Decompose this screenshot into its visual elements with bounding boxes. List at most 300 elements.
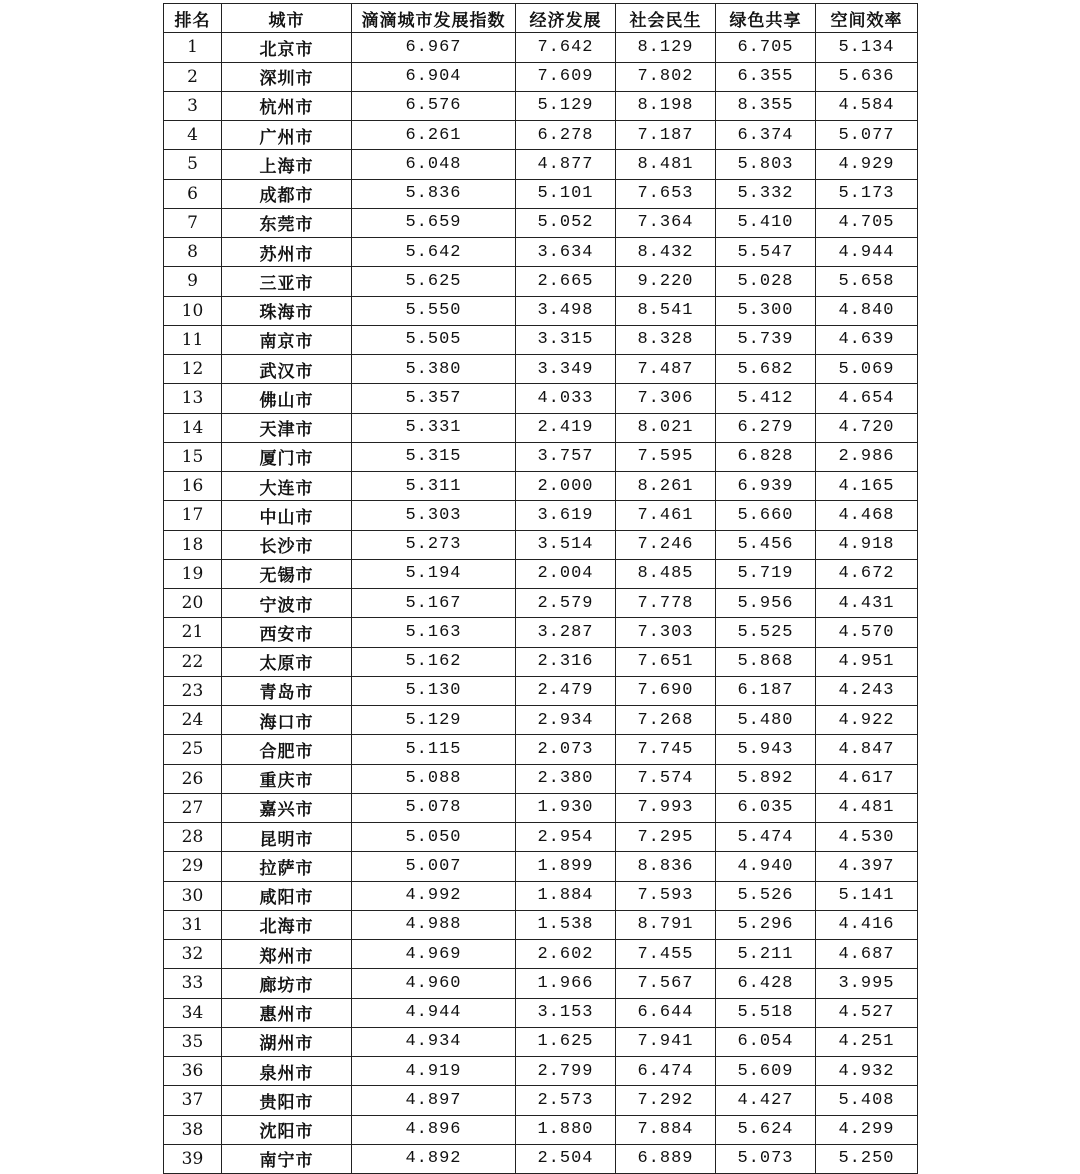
cell-green-sharing: 6.355 (716, 62, 816, 91)
cell-space-efficiency: 4.929 (816, 150, 918, 179)
table-row (164, 1027, 918, 1056)
cell-livelihood: 7.461 (616, 501, 716, 530)
cell-didi-index: 4.896 (352, 1115, 516, 1144)
table-header-row (164, 4, 918, 33)
cell-economy: 1.538 (516, 910, 616, 939)
cell-city: 三亚市 (222, 267, 352, 296)
table-row (164, 998, 918, 1027)
cell-space-efficiency: 5.636 (816, 62, 918, 91)
table-row (164, 325, 918, 354)
cell-city: 厦门市 (222, 442, 352, 471)
cell-didi-index: 4.960 (352, 969, 516, 998)
cell-didi-index: 5.050 (352, 823, 516, 852)
cell-rank: 5 (164, 150, 222, 179)
cell-green-sharing: 6.705 (716, 33, 816, 62)
cell-space-efficiency: 4.922 (816, 706, 918, 735)
cell-rank: 27 (164, 793, 222, 822)
cell-didi-index: 5.311 (352, 472, 516, 501)
table-row (164, 559, 918, 588)
cell-didi-index: 5.505 (352, 325, 516, 354)
cell-green-sharing: 5.547 (716, 238, 816, 267)
cell-rank: 21 (164, 618, 222, 647)
cell-city: 合肥市 (222, 735, 352, 764)
cell-space-efficiency: 4.397 (816, 852, 918, 881)
cell-livelihood: 8.261 (616, 472, 716, 501)
cell-city: 海口市 (222, 706, 352, 735)
cell-livelihood: 8.198 (616, 91, 716, 120)
cell-economy: 1.899 (516, 852, 616, 881)
cell-rank: 7 (164, 208, 222, 237)
cell-economy: 1.880 (516, 1115, 616, 1144)
cell-livelihood: 8.021 (616, 413, 716, 442)
cell-rank: 20 (164, 589, 222, 618)
table-row (164, 238, 918, 267)
cell-economy: 3.287 (516, 618, 616, 647)
cell-economy: 2.479 (516, 676, 616, 705)
cell-didi-index: 4.919 (352, 1057, 516, 1086)
cell-didi-index: 5.115 (352, 735, 516, 764)
cell-rank: 12 (164, 355, 222, 384)
cell-city: 苏州市 (222, 238, 352, 267)
cell-rank: 8 (164, 238, 222, 267)
cell-rank: 15 (164, 442, 222, 471)
table-row (164, 413, 918, 442)
cell-green-sharing: 6.428 (716, 969, 816, 998)
cell-livelihood: 7.303 (616, 618, 716, 647)
cell-livelihood: 7.653 (616, 179, 716, 208)
cell-space-efficiency: 4.918 (816, 530, 918, 559)
cell-green-sharing: 6.828 (716, 442, 816, 471)
cell-city: 青岛市 (222, 676, 352, 705)
cell-rank: 4 (164, 121, 222, 150)
table-row (164, 150, 918, 179)
cell-rank: 24 (164, 706, 222, 735)
cell-space-efficiency: 5.250 (816, 1144, 918, 1173)
cell-space-efficiency: 4.944 (816, 238, 918, 267)
cell-economy: 1.966 (516, 969, 616, 998)
cell-economy: 2.579 (516, 589, 616, 618)
cell-didi-index: 6.261 (352, 121, 516, 150)
cell-livelihood: 7.745 (616, 735, 716, 764)
cell-city: 无锡市 (222, 559, 352, 588)
cell-city: 南宁市 (222, 1144, 352, 1173)
cell-green-sharing: 5.474 (716, 823, 816, 852)
cell-economy: 5.052 (516, 208, 616, 237)
cell-green-sharing: 4.940 (716, 852, 816, 881)
cell-city: 泉州市 (222, 1057, 352, 1086)
cell-economy: 2.573 (516, 1086, 616, 1115)
table-row (164, 706, 918, 735)
cell-city: 佛山市 (222, 384, 352, 413)
cell-city: 广州市 (222, 121, 352, 150)
cell-space-efficiency: 4.705 (816, 208, 918, 237)
cell-didi-index: 4.934 (352, 1027, 516, 1056)
cell-livelihood: 7.292 (616, 1086, 716, 1115)
cell-city: 咸阳市 (222, 881, 352, 910)
cell-didi-index: 5.194 (352, 559, 516, 588)
cell-city: 北京市 (222, 33, 352, 62)
cell-space-efficiency: 5.173 (816, 179, 918, 208)
cell-livelihood: 7.268 (616, 706, 716, 735)
cell-livelihood: 7.593 (616, 881, 716, 910)
cell-space-efficiency: 5.408 (816, 1086, 918, 1115)
cell-green-sharing: 6.187 (716, 676, 816, 705)
table-row (164, 647, 918, 676)
cell-rank: 32 (164, 940, 222, 969)
cell-livelihood: 8.791 (616, 910, 716, 939)
cell-economy: 2.380 (516, 764, 616, 793)
cell-economy: 3.514 (516, 530, 616, 559)
cell-city: 沈阳市 (222, 1115, 352, 1144)
cell-didi-index: 6.967 (352, 33, 516, 62)
cell-economy: 3.498 (516, 296, 616, 325)
cell-livelihood: 7.884 (616, 1115, 716, 1144)
cell-green-sharing: 5.956 (716, 589, 816, 618)
table-body (164, 33, 918, 1174)
table-row (164, 530, 918, 559)
ranking-document (163, 3, 918, 1174)
cell-space-efficiency: 4.840 (816, 296, 918, 325)
cell-rank: 14 (164, 413, 222, 442)
cell-green-sharing: 5.073 (716, 1144, 816, 1173)
table-row (164, 91, 918, 120)
cell-livelihood: 9.220 (616, 267, 716, 296)
cell-economy: 3.634 (516, 238, 616, 267)
cell-didi-index: 5.007 (352, 852, 516, 881)
cell-economy: 2.004 (516, 559, 616, 588)
cell-space-efficiency: 4.951 (816, 647, 918, 676)
cell-didi-index: 5.130 (352, 676, 516, 705)
cell-city: 珠海市 (222, 296, 352, 325)
cell-space-efficiency: 2.986 (816, 442, 918, 471)
cell-rank: 19 (164, 559, 222, 588)
cell-green-sharing: 5.526 (716, 881, 816, 910)
cell-rank: 13 (164, 384, 222, 413)
cell-green-sharing: 5.739 (716, 325, 816, 354)
cell-livelihood: 7.455 (616, 940, 716, 969)
cell-livelihood: 8.481 (616, 150, 716, 179)
cell-economy: 5.101 (516, 179, 616, 208)
cell-didi-index: 5.273 (352, 530, 516, 559)
cell-didi-index: 5.550 (352, 296, 516, 325)
cell-livelihood: 8.836 (616, 852, 716, 881)
cell-didi-index: 5.836 (352, 179, 516, 208)
table-row (164, 208, 918, 237)
cell-city: 嘉兴市 (222, 793, 352, 822)
cell-green-sharing: 5.296 (716, 910, 816, 939)
cell-economy: 3.153 (516, 998, 616, 1027)
cell-livelihood: 7.246 (616, 530, 716, 559)
cell-economy: 1.930 (516, 793, 616, 822)
cell-space-efficiency: 4.720 (816, 413, 918, 442)
cell-didi-index: 5.088 (352, 764, 516, 793)
cell-city: 郑州市 (222, 940, 352, 969)
cell-space-efficiency: 4.672 (816, 559, 918, 588)
cell-rank: 6 (164, 179, 222, 208)
cell-didi-index: 5.163 (352, 618, 516, 647)
table-row (164, 589, 918, 618)
cell-green-sharing: 5.660 (716, 501, 816, 530)
cell-city: 长沙市 (222, 530, 352, 559)
cell-rank: 26 (164, 764, 222, 793)
cell-economy: 2.934 (516, 706, 616, 735)
table-row (164, 969, 918, 998)
cell-rank: 18 (164, 530, 222, 559)
cell-livelihood: 6.474 (616, 1057, 716, 1086)
cell-economy: 6.278 (516, 121, 616, 150)
cell-didi-index: 5.642 (352, 238, 516, 267)
cell-livelihood: 6.644 (616, 998, 716, 1027)
cell-economy: 4.033 (516, 384, 616, 413)
cell-economy: 2.504 (516, 1144, 616, 1173)
cell-didi-index: 5.167 (352, 589, 516, 618)
cell-rank: 17 (164, 501, 222, 530)
cell-rank: 35 (164, 1027, 222, 1056)
table-row (164, 472, 918, 501)
cell-livelihood: 7.651 (616, 647, 716, 676)
cell-green-sharing: 4.427 (716, 1086, 816, 1115)
cell-green-sharing: 5.868 (716, 647, 816, 676)
cell-green-sharing: 6.035 (716, 793, 816, 822)
table-row (164, 267, 918, 296)
cell-didi-index: 6.576 (352, 91, 516, 120)
cell-livelihood: 7.364 (616, 208, 716, 237)
cell-rank: 36 (164, 1057, 222, 1086)
cell-green-sharing: 5.682 (716, 355, 816, 384)
cell-didi-index: 5.303 (352, 501, 516, 530)
cell-city: 重庆市 (222, 764, 352, 793)
table-row (164, 823, 918, 852)
cell-livelihood: 7.595 (616, 442, 716, 471)
cell-city: 惠州市 (222, 998, 352, 1027)
header-green-sharing: 绿色共享 (716, 4, 816, 33)
table-row (164, 618, 918, 647)
cell-space-efficiency: 4.617 (816, 764, 918, 793)
table-row (164, 852, 918, 881)
cell-didi-index: 6.904 (352, 62, 516, 91)
cell-economy: 5.129 (516, 91, 616, 120)
cell-didi-index: 5.380 (352, 355, 516, 384)
cell-rank: 16 (164, 472, 222, 501)
cell-livelihood: 8.541 (616, 296, 716, 325)
cell-green-sharing: 5.624 (716, 1115, 816, 1144)
cell-city: 深圳市 (222, 62, 352, 91)
table-row (164, 764, 918, 793)
cell-rank: 37 (164, 1086, 222, 1115)
cell-space-efficiency: 4.251 (816, 1027, 918, 1056)
cell-didi-index: 5.357 (352, 384, 516, 413)
cell-green-sharing: 5.028 (716, 267, 816, 296)
cell-rank: 2 (164, 62, 222, 91)
table-row (164, 735, 918, 764)
cell-economy: 3.619 (516, 501, 616, 530)
cell-economy: 2.799 (516, 1057, 616, 1086)
cell-rank: 29 (164, 852, 222, 881)
cell-city: 西安市 (222, 618, 352, 647)
table-row (164, 179, 918, 208)
cell-city: 北海市 (222, 910, 352, 939)
cell-livelihood: 8.485 (616, 559, 716, 588)
table-row (164, 501, 918, 530)
cell-rank: 10 (164, 296, 222, 325)
cell-livelihood: 7.778 (616, 589, 716, 618)
table-row (164, 881, 918, 910)
cell-rank: 33 (164, 969, 222, 998)
table-row (164, 1057, 918, 1086)
cell-space-efficiency: 4.416 (816, 910, 918, 939)
table-row (164, 384, 918, 413)
table-row (164, 940, 918, 969)
cell-livelihood: 7.690 (616, 676, 716, 705)
cell-didi-index: 4.992 (352, 881, 516, 910)
cell-didi-index: 5.078 (352, 793, 516, 822)
cell-economy: 2.602 (516, 940, 616, 969)
cell-livelihood: 8.129 (616, 33, 716, 62)
cell-didi-index: 4.897 (352, 1086, 516, 1115)
cell-space-efficiency: 3.995 (816, 969, 918, 998)
cell-didi-index: 5.625 (352, 267, 516, 296)
cell-didi-index: 5.331 (352, 413, 516, 442)
table-row (164, 442, 918, 471)
cell-space-efficiency: 4.639 (816, 325, 918, 354)
cell-city: 成都市 (222, 179, 352, 208)
cell-space-efficiency: 4.481 (816, 793, 918, 822)
cell-didi-index: 5.659 (352, 208, 516, 237)
table-row (164, 62, 918, 91)
cell-space-efficiency: 5.141 (816, 881, 918, 910)
cell-green-sharing: 5.412 (716, 384, 816, 413)
cell-space-efficiency: 5.077 (816, 121, 918, 150)
cell-livelihood: 7.574 (616, 764, 716, 793)
cell-livelihood: 8.328 (616, 325, 716, 354)
cell-green-sharing: 5.211 (716, 940, 816, 969)
cell-city: 东莞市 (222, 208, 352, 237)
table-row (164, 793, 918, 822)
cell-rank: 1 (164, 33, 222, 62)
cell-livelihood: 7.993 (616, 793, 716, 822)
cell-city: 拉萨市 (222, 852, 352, 881)
table-row (164, 296, 918, 325)
cell-space-efficiency: 4.527 (816, 998, 918, 1027)
cell-rank: 22 (164, 647, 222, 676)
cell-economy: 3.757 (516, 442, 616, 471)
cell-economy: 3.315 (516, 325, 616, 354)
header-livelihood: 社会民生 (616, 4, 716, 33)
cell-didi-index: 5.315 (352, 442, 516, 471)
cell-rank: 30 (164, 881, 222, 910)
cell-rank: 23 (164, 676, 222, 705)
cell-didi-index: 4.988 (352, 910, 516, 939)
cell-economy: 2.073 (516, 735, 616, 764)
cell-green-sharing: 6.279 (716, 413, 816, 442)
cell-city: 中山市 (222, 501, 352, 530)
cell-space-efficiency: 4.687 (816, 940, 918, 969)
cell-didi-index: 4.969 (352, 940, 516, 969)
table-row (164, 1115, 918, 1144)
cell-space-efficiency: 4.468 (816, 501, 918, 530)
cell-economy: 2.954 (516, 823, 616, 852)
cell-didi-index: 4.944 (352, 998, 516, 1027)
cell-rank: 3 (164, 91, 222, 120)
cell-space-efficiency: 4.165 (816, 472, 918, 501)
cell-green-sharing: 6.374 (716, 121, 816, 150)
cell-city: 宁波市 (222, 589, 352, 618)
cell-green-sharing: 5.719 (716, 559, 816, 588)
cell-green-sharing: 5.943 (716, 735, 816, 764)
cell-green-sharing: 8.355 (716, 91, 816, 120)
cell-didi-index: 5.129 (352, 706, 516, 735)
cell-space-efficiency: 4.243 (816, 676, 918, 705)
cell-rank: 39 (164, 1144, 222, 1173)
cell-space-efficiency: 4.584 (816, 91, 918, 120)
cell-didi-index: 5.162 (352, 647, 516, 676)
header-rank: 排名 (164, 4, 222, 33)
header-economy: 经济发展 (516, 4, 616, 33)
cell-space-efficiency: 5.069 (816, 355, 918, 384)
header-didi-index: 滴滴城市发展指数 (352, 4, 516, 33)
cell-green-sharing: 6.939 (716, 472, 816, 501)
cell-space-efficiency: 4.431 (816, 589, 918, 618)
cell-economy: 4.877 (516, 150, 616, 179)
cell-city: 南京市 (222, 325, 352, 354)
cell-city: 廊坊市 (222, 969, 352, 998)
cell-green-sharing: 5.332 (716, 179, 816, 208)
cell-didi-index: 6.048 (352, 150, 516, 179)
cell-livelihood: 7.567 (616, 969, 716, 998)
table-row (164, 910, 918, 939)
cell-space-efficiency: 4.932 (816, 1057, 918, 1086)
cell-economy: 2.000 (516, 472, 616, 501)
cell-space-efficiency: 4.654 (816, 384, 918, 413)
cell-economy: 2.316 (516, 647, 616, 676)
cell-space-efficiency: 5.658 (816, 267, 918, 296)
cell-economy: 7.609 (516, 62, 616, 91)
cell-rank: 9 (164, 267, 222, 296)
cell-city: 湖州市 (222, 1027, 352, 1056)
cell-green-sharing: 5.480 (716, 706, 816, 735)
cell-economy: 7.642 (516, 33, 616, 62)
cell-green-sharing: 5.892 (716, 764, 816, 793)
table-row (164, 1144, 918, 1173)
cell-city: 杭州市 (222, 91, 352, 120)
cell-livelihood: 7.941 (616, 1027, 716, 1056)
cell-livelihood: 6.889 (616, 1144, 716, 1173)
cell-livelihood: 7.306 (616, 384, 716, 413)
table-row (164, 676, 918, 705)
cell-city: 太原市 (222, 647, 352, 676)
cell-green-sharing: 6.054 (716, 1027, 816, 1056)
cell-livelihood: 7.802 (616, 62, 716, 91)
cell-green-sharing: 5.456 (716, 530, 816, 559)
city-ranking-table (163, 3, 918, 1174)
cell-rank: 38 (164, 1115, 222, 1144)
cell-economy: 1.884 (516, 881, 616, 910)
cell-green-sharing: 5.609 (716, 1057, 816, 1086)
table-row (164, 121, 918, 150)
cell-livelihood: 7.295 (616, 823, 716, 852)
cell-green-sharing: 5.518 (716, 998, 816, 1027)
cell-space-efficiency: 4.847 (816, 735, 918, 764)
cell-space-efficiency: 4.570 (816, 618, 918, 647)
cell-space-efficiency: 4.299 (816, 1115, 918, 1144)
cell-city: 上海市 (222, 150, 352, 179)
cell-economy: 2.665 (516, 267, 616, 296)
cell-space-efficiency: 4.530 (816, 823, 918, 852)
cell-green-sharing: 5.525 (716, 618, 816, 647)
cell-green-sharing: 5.410 (716, 208, 816, 237)
cell-livelihood: 7.187 (616, 121, 716, 150)
cell-didi-index: 4.892 (352, 1144, 516, 1173)
